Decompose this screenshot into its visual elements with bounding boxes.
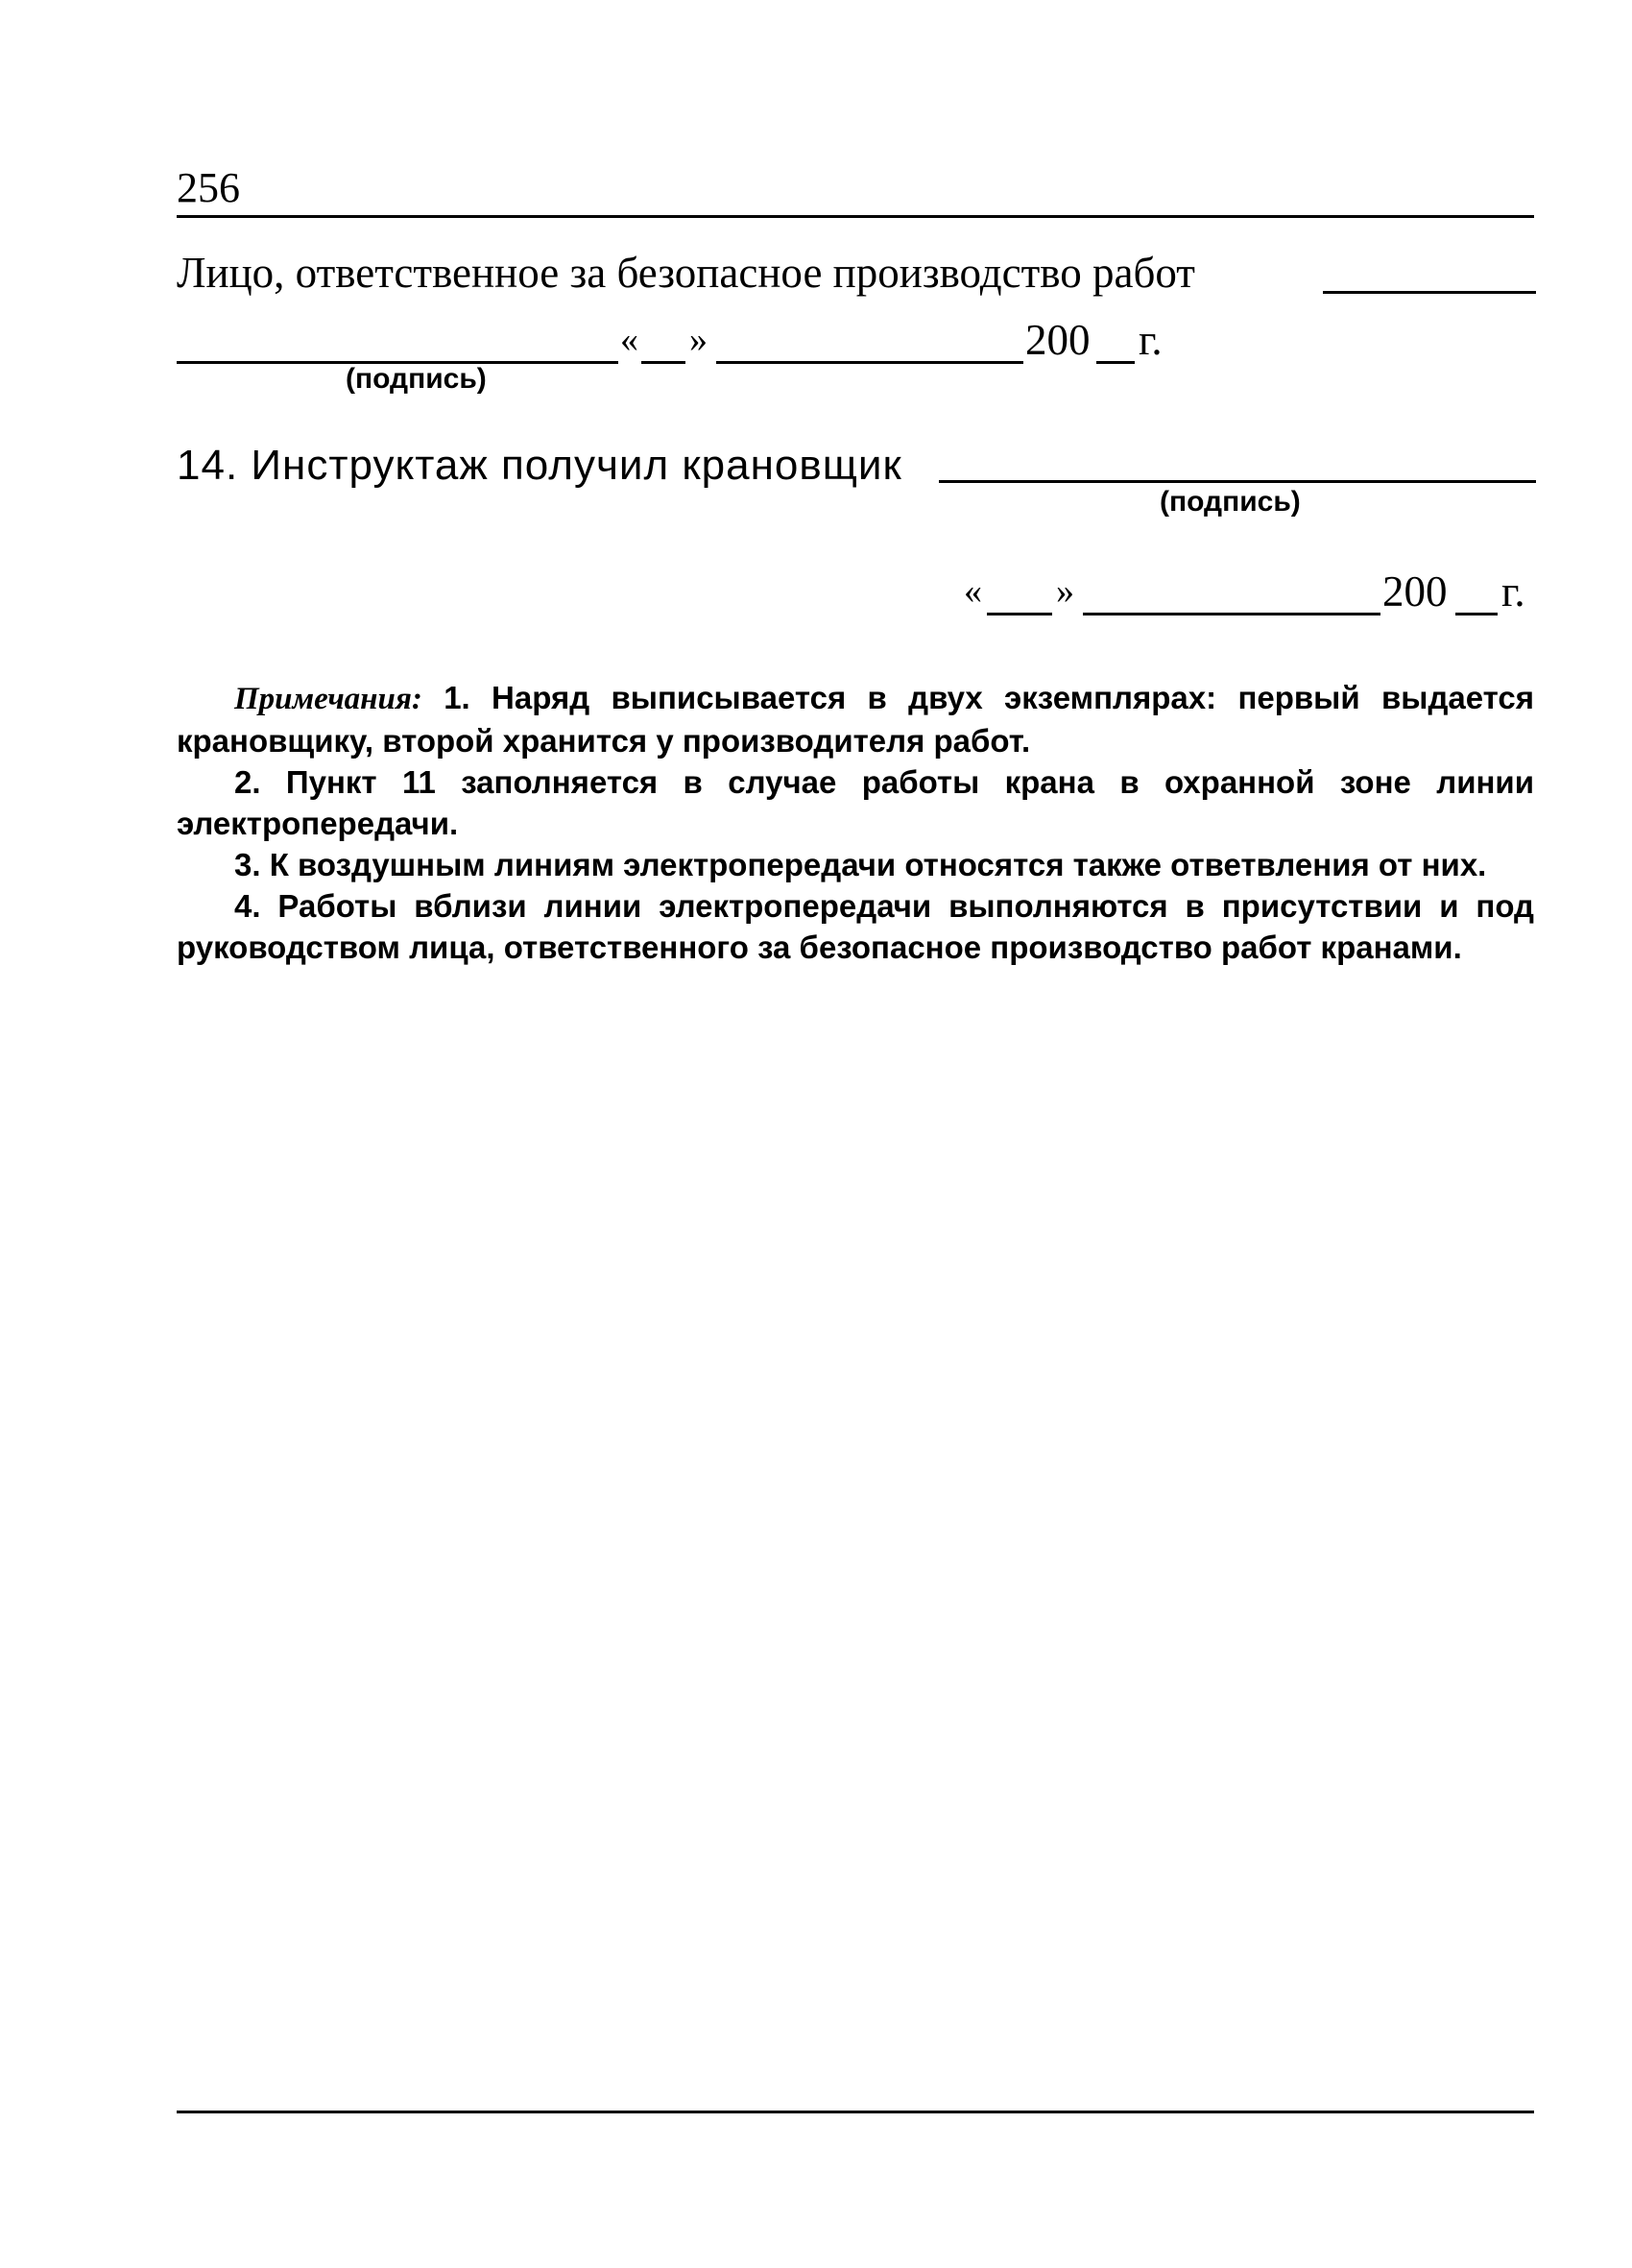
quote-open: «: [964, 571, 982, 612]
note-3: 3. К воздушным линиям электропередачи относятся также ответвления от них.: [234, 847, 1487, 882]
year-suffix: г.: [1501, 567, 1525, 615]
year-blank: [1455, 613, 1498, 615]
quote-open: «: [620, 320, 638, 360]
signature-caption: (подпись): [346, 363, 487, 395]
month-blank: [716, 361, 1023, 364]
footer-rule: [177, 2111, 1534, 2113]
day-blank: [987, 613, 1052, 615]
responsible-person-label: Лицо, ответственное за безопасное производство работ: [177, 249, 1195, 297]
year-blank: [1096, 361, 1135, 364]
year-suffix: г.: [1139, 316, 1163, 364]
crane-operator-briefing-label: 14. Инструктаж получил крановщик: [177, 442, 902, 489]
day-blank: [641, 361, 685, 364]
note-2: 2. Пункт 11 заполняется в случае работы крана в охранной зоне линии электропередачи.: [177, 764, 1534, 841]
quote-close: »: [1056, 571, 1074, 612]
page-number: 256: [177, 164, 240, 211]
crane-operator-date-row: [964, 567, 1540, 624]
crane-operator-signature-blank: [939, 480, 1536, 483]
responsible-name-blank: [1323, 291, 1536, 294]
notes-section: [177, 677, 1534, 968]
month-blank: [1083, 613, 1380, 615]
signature-caption: (подпись): [1160, 486, 1301, 518]
note-4: 4. Работы вблизи линии электропередачи выполняются в присутствии и под руководством лица, ответственного за безопасное производство работ кранами.: [177, 888, 1534, 965]
note-1: 1. Наряд выписывается в двух экземплярах: первый выдается крановщику, второй хранится у производителя работ.: [177, 680, 1535, 759]
quote-close: »: [689, 320, 708, 360]
responsible-signature-date-row: [177, 317, 1213, 371]
year-prefix: 200: [1025, 316, 1091, 364]
notes-heading: Примечания:: [234, 682, 422, 716]
year-prefix: 200: [1382, 567, 1448, 615]
header-rule: [177, 215, 1534, 218]
